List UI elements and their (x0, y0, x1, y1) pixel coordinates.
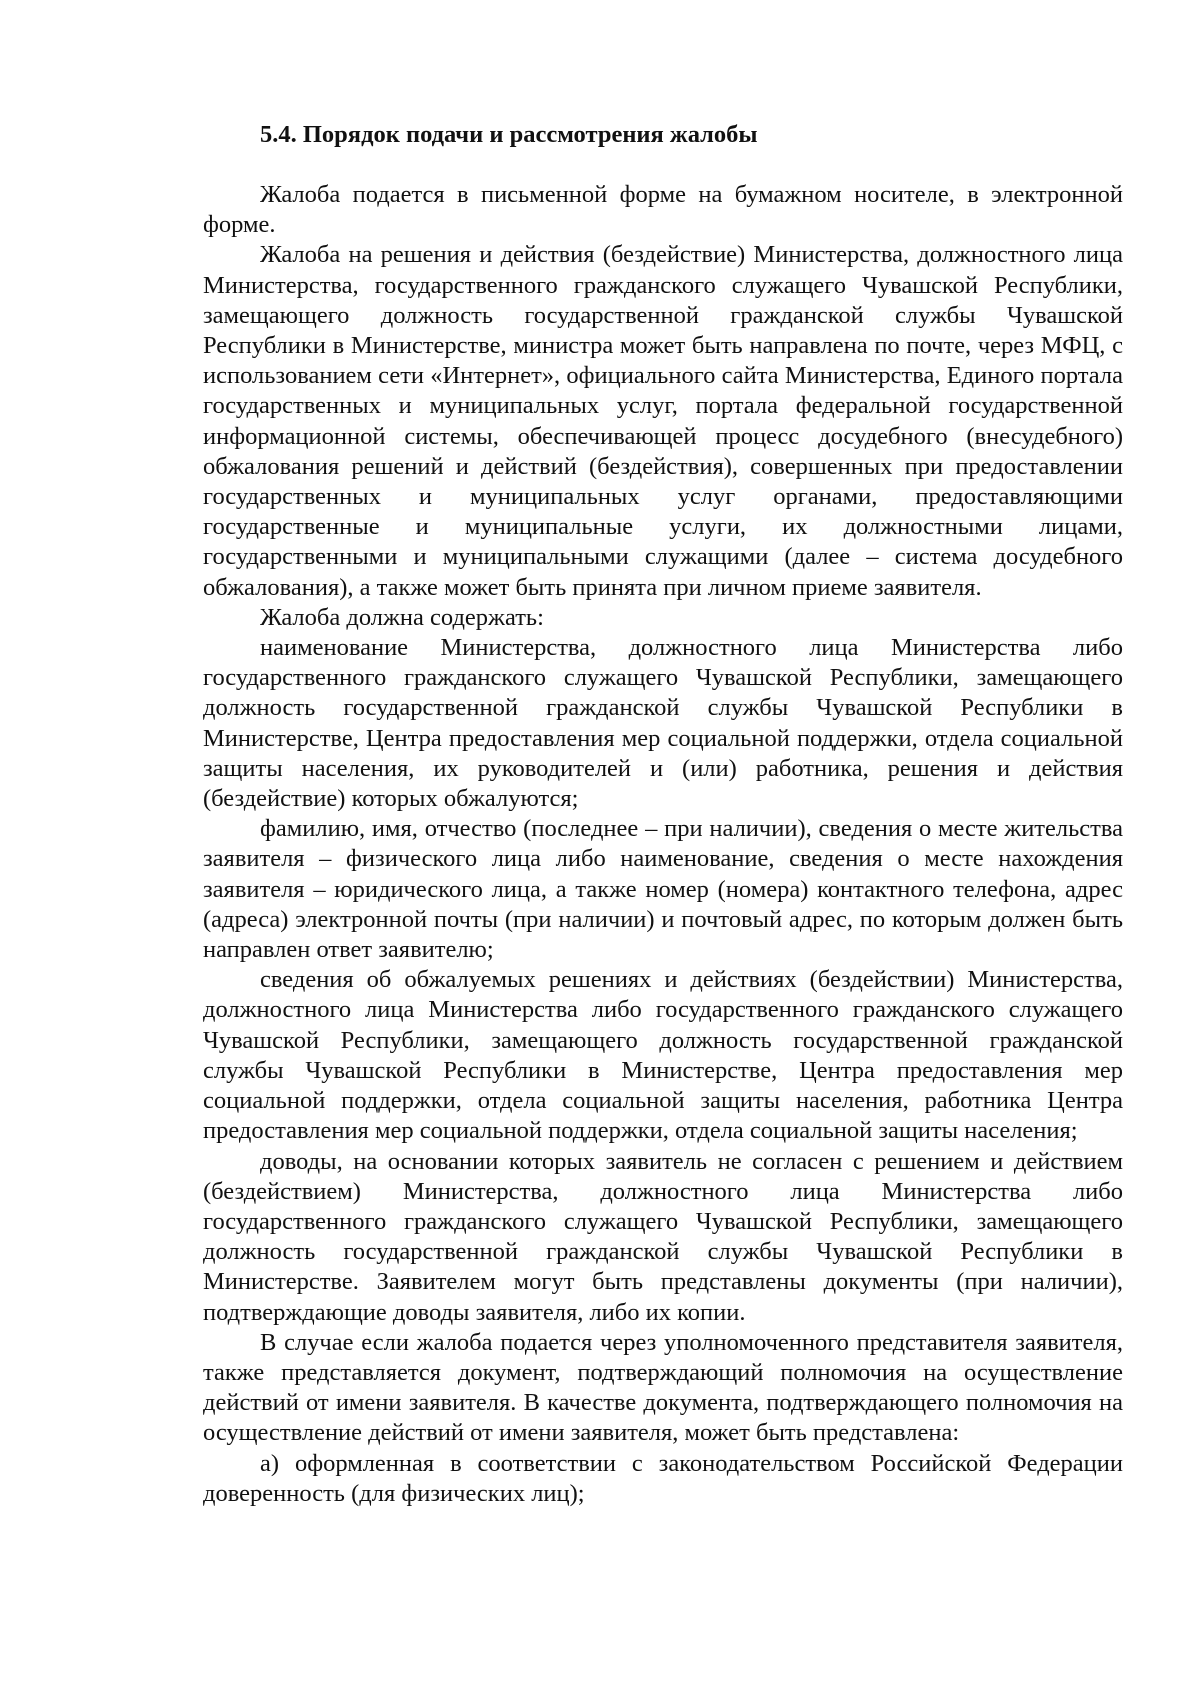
paragraph-contents-arguments: доводы, на основании которых заявитель не согласен с решением и действием (бездействием) Министерства, должностного лица Министерства либо государственного гражданского служащего Чувашской Республики, замещающего должность государственной гражданской службы Чувашской Республики в Министерстве. Заявителем могут быть представлены документы (при наличии), подтверждающие доводы заявителя, либо их копии. (203, 1147, 1123, 1326)
paragraph-power-of-attorney: а) оформленная в соответствии с законодательством Российской Федерации доверенность (для физических лиц); (203, 1449, 1123, 1507)
paragraph-contents-applicant-info: фамилию, имя, отчество (последнее – при наличии), сведения о месте жительства заявителя – физического лица либо наименование, сведения о месте нахождения заявителя – юридического лица, а также номер (номера) контактного телефона, адрес (адреса) электронной почты (при наличии) и почтовый адрес, по которым должен быть направлен ответ заявителю; (203, 815, 1123, 964)
paragraph-representative: В случае если жалоба подается через уполномоченного представителя заявителя, также представляется документ, подтверждающий полномочия на осуществление действий от имени заявителя. В качестве документа, подтверждающего полномочия на осуществление действий от имени заявителя, может быть представлена: (203, 1328, 1123, 1447)
paragraph-contents-appealed-decisions: сведения об обжалуемых решениях и действиях (бездействии) Министерства, должностного лица Министерства либо государственного гражданского служащего Чувашской Республики, замещающего должность государственной гражданской службы Чувашской Республики в Министерстве, Центра предоставления мер социальной поддержки, отдела социальной защиты населения, работника Центра предоставления мер социальной поддержки, отдела социальной защиты населения; (203, 966, 1123, 1145)
paragraph-complaint-channels: Жалоба на решения и действия (бездействие) Министерства, должностного лица Министерства, государственного гражданского служащего Чувашской Республики, замещающего должность государственной гражданской службы Чувашской Республики в Министерстве, министра может быть направлена по почте, через МФЦ, с использованием сети «Интернет», официального сайта Министерства, Единого портала государственных и муниципальных услуг, портала федеральной государственной информационной системы, обеспечивающей процесс досудебного (внесудебного) обжалования решений и действий (бездействия), совершенных при предоставлении государственных и муниципальных услуг органами, предоставляющими государственные и муниципальные услуги, их должностными лицами, государственными и муниципальными служащими (далее – система досудебного обжалования), а также может быть принята при личном приеме заявителя. (203, 241, 1123, 601)
section-heading: 5.4. Порядок подачи и рассмотрения жалобы (260, 121, 758, 148)
paragraph-contents-name: наименование Министерства, должностного лица Министерства либо государственного гражданского служащего Чувашской Республики, замещающего должность государственной гражданской службы Чувашской Республики в Министерстве, Центра предоставления мер социальной поддержки, отдела социальной защиты населения, их руководителей и (или) работника, решения и действия (бездействие) которых обжалуются; (203, 634, 1123, 813)
paragraph-complaint-form: Жалоба подается в письменной форме на бумажном носителе, в электронной форме. (203, 181, 1123, 239)
paragraph-complaint-contents-intro: Жалоба должна содержать: (260, 603, 544, 631)
document-body (203, 120, 1123, 1509)
